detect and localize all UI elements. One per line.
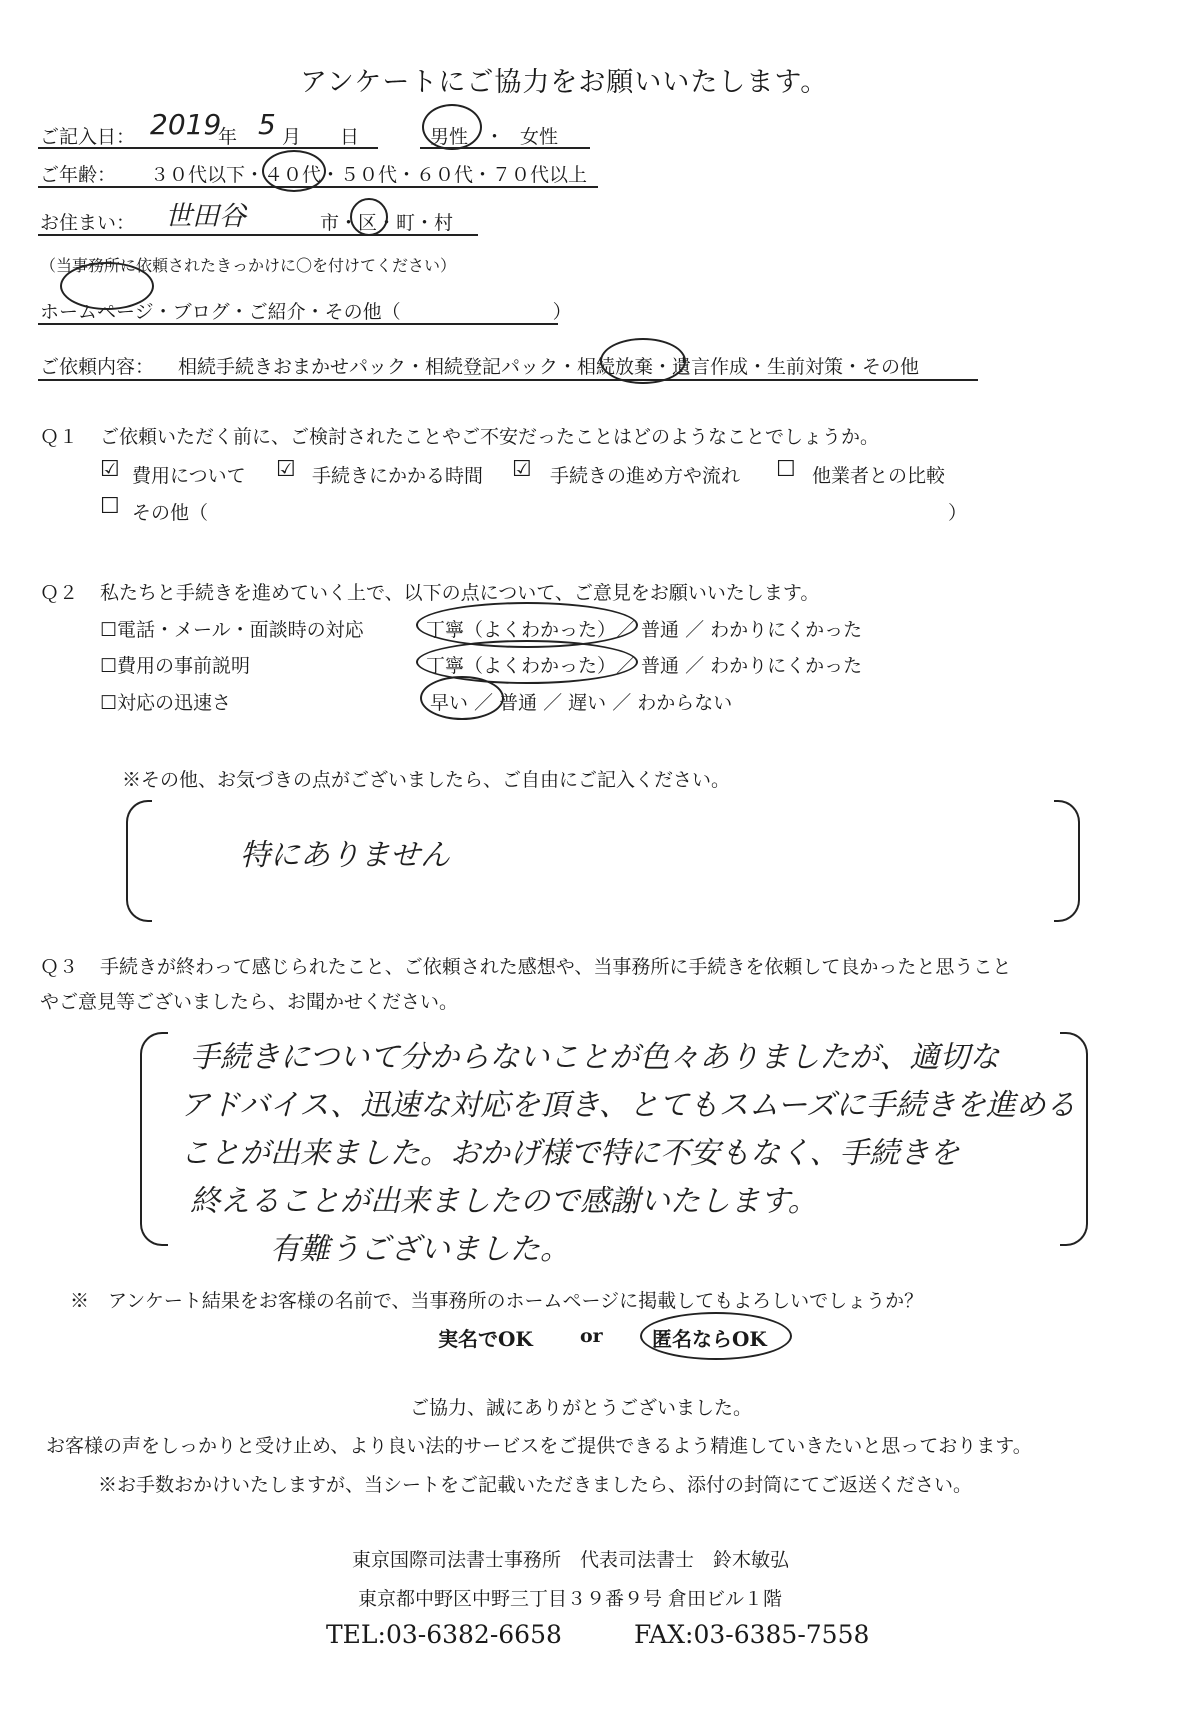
publish-question: ※ アンケート結果をお客様の名前で、当事務所のホームページに掲載してもよろしいでしょうか？: [70, 1290, 924, 1312]
q1-opt1-label: 費用について: [132, 465, 246, 487]
q1-opt5-close: ）: [948, 502, 968, 524]
request-selected-circle: [600, 338, 686, 384]
q2-row2-scale: 丁寧（よくわかった）／ 普通 ／ わかりにくかった: [426, 655, 863, 677]
residence-types: 市・区・町・村: [320, 212, 454, 234]
q3-answer-line: 終えることが出来ましたので感謝いたします。: [190, 1184, 818, 1219]
closing-line3: ※お手数おかけいたしますが、当シートをご記載いただきましたら、添付の封筒にてご返送ください。: [98, 1474, 973, 1496]
gender-female: 女性: [520, 126, 559, 148]
residence-label: お住まい：: [40, 212, 136, 234]
trigger-selected-circle: [60, 262, 154, 310]
office-tel: TEL:03-6382-6658: [326, 1620, 562, 1649]
date-underline: [38, 147, 378, 149]
q2-row3-scale: 早い ／ 普通 ／ 遅い ／ わからない: [430, 692, 733, 714]
q1-opt2-label: 手続きにかかる時間: [312, 465, 484, 487]
publish-anonymous: 匿名ならOK: [652, 1327, 767, 1351]
residence-value: 世田谷: [165, 201, 246, 232]
q3-answer-line: アドバイス、迅速な対応を頂き、とてもスムーズに手続きを進める: [180, 1088, 1076, 1123]
publish-selected-circle: [640, 1312, 792, 1360]
q2-answer-bracket-right: [1054, 800, 1080, 922]
q3-answer-line: ことが出来ました。おかげ様で特に不安もなく、手続きを: [180, 1136, 960, 1171]
closing-line2: お客様の声をしっかりと受け止め、より良い法的サービスをご提供できるよう精進していきたいと思っております。: [46, 1435, 1032, 1457]
q1-opt5-label: その他（: [132, 502, 209, 524]
gender-selected-circle: [422, 104, 482, 150]
q2-other-prompt: ※その他、お気づきの点がございましたら、ご自由にご記入ください。: [122, 769, 731, 791]
q2-row3-item: ☐対応の迅速さ: [100, 692, 232, 714]
q3-answer-line: 有難うございました。: [270, 1232, 570, 1267]
age-label: ご年齢：: [40, 164, 117, 186]
date-label: ご記入日：: [40, 126, 136, 148]
request-options: 相続手続きおまかせパック・相続登記パック・相続放棄・遺言作成・生前対策・その他: [178, 356, 920, 378]
q3-question-line2: やご意見等ございましたら、お聞かせください。: [40, 991, 459, 1013]
office-fax: FAX:03-6385-7558: [634, 1620, 870, 1649]
q1-opt5-checkbox[interactable]: ☐: [100, 494, 120, 519]
q2-row3-selected-circle: [420, 676, 504, 720]
trigger-options: ホームページ・ブログ・ご紹介・その他（ ）: [40, 301, 572, 323]
q1-opt2-checkbox[interactable]: ☑: [276, 457, 296, 482]
publish-real-name: 実名でOK: [438, 1327, 533, 1351]
q1-label: Ｑ１: [40, 426, 79, 448]
q3-question-line1: 手続きが終わって感じられたこと、ご依頼された感想や、当事務所に手続きを依頼して良かったと思うこと: [100, 956, 1012, 978]
q2-other-answer: 特にありません: [240, 838, 450, 873]
date-month: 5: [258, 108, 276, 141]
date-month-unit: 月: [282, 126, 302, 148]
q2-label: Ｑ２: [40, 582, 79, 604]
residence-underline: [38, 234, 478, 236]
q3-answer-bracket-left: [140, 1032, 168, 1246]
q3-label: Ｑ３: [40, 956, 79, 978]
q1-opt1-checkbox[interactable]: ☑: [100, 457, 120, 482]
age-underline: [38, 186, 598, 188]
q2-row2-item: ☐費用の事前説明: [100, 655, 251, 677]
q1-opt3-label: 手続きの進め方や流れ: [550, 465, 741, 487]
request-underline: [38, 379, 978, 381]
gender-underline: [420, 147, 590, 149]
office-name: 東京国際司法書士事務所 代表司法書士 鈴木敏弘: [352, 1549, 790, 1571]
date-year: 2019: [150, 108, 222, 141]
trigger-note: （当事務所に依頼されたきっかけに〇を付けてください）: [40, 256, 457, 275]
age-options: ３０代以下・４０代・５０代・６０代・７０代以上: [150, 164, 588, 186]
q1-opt3-checkbox[interactable]: ☑: [512, 457, 532, 482]
q2-question: 私たちと手続きを進めていく上で、以下の点について、ご意見をお願いいたします。: [100, 582, 820, 604]
trigger-underline: [38, 323, 558, 325]
q3-answer-line: 手続きについて分からないことが色々ありましたが、適切な: [190, 1040, 1000, 1075]
office-address: 東京都中野区中野三丁目３９番９号 倉田ビル１階: [358, 1588, 783, 1610]
gender-male: 男性: [430, 126, 469, 148]
page-title: アンケートにご協力をお願いいたします。: [300, 67, 829, 98]
q1-opt4-checkbox[interactable]: ☐: [776, 457, 796, 482]
q2-answer-bracket-left: [126, 800, 152, 922]
q1-opt4-label: 他業者との比較: [812, 465, 946, 487]
publish-or: or: [580, 1325, 603, 1347]
gender-sep: ・: [485, 126, 505, 148]
residence-selected-circle: [350, 198, 388, 236]
date-day-unit: 日: [340, 126, 360, 148]
q2-row1-scale: 丁寧（よくわかった）／ 普通 ／ わかりにくかった: [426, 619, 863, 641]
q3-answer-bracket-right: [1060, 1032, 1088, 1246]
date-year-unit: 年: [218, 126, 238, 148]
closing-thanks: ご協力、誠にありがとうございました。: [410, 1397, 753, 1419]
q1-question: ご依頼いただく前に、ご検討されたことやご不安だったことはどのようなことでしょうか。: [100, 426, 880, 448]
q2-row1-item: ☐電話・メール・面談時の対応: [100, 619, 364, 641]
request-label: ご依頼内容：: [40, 356, 155, 378]
